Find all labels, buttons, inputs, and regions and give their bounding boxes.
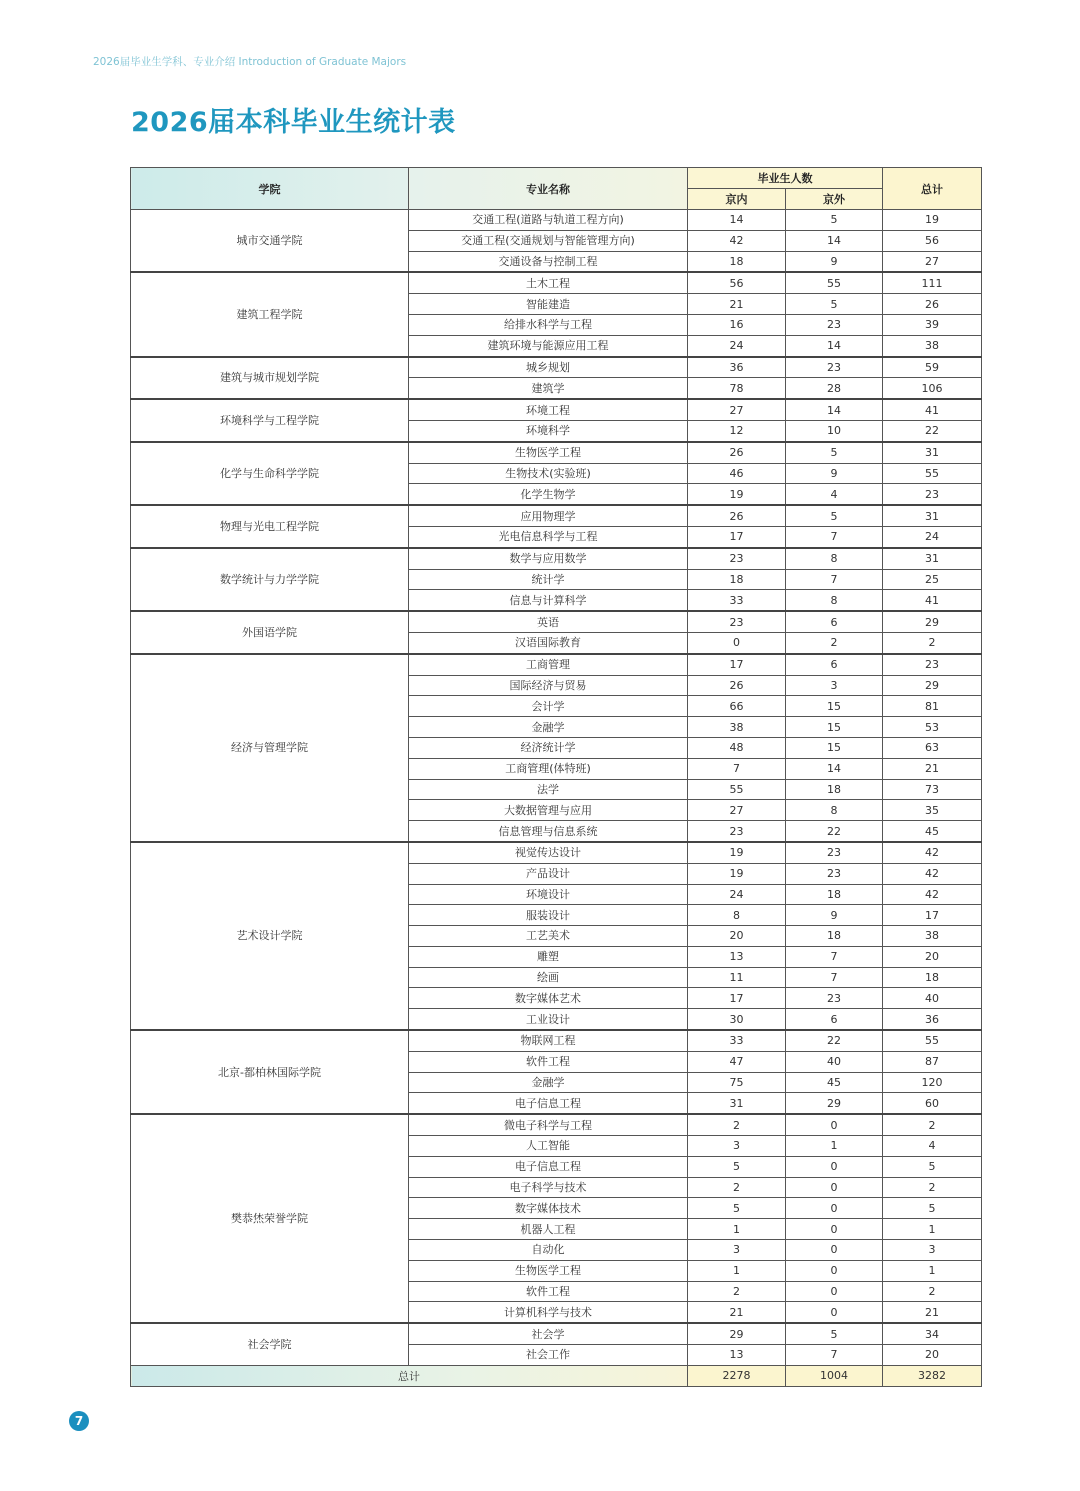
header-graduates: 毕业生人数 [688,168,883,189]
major-cell: 金融学 [409,717,688,738]
outside-count-cell: 14 [786,758,883,779]
total-count-cell: 19 [883,210,982,231]
outside-count-cell: 5 [786,505,883,526]
total-count-cell: 120 [883,1072,982,1093]
outside-count-cell: 18 [786,779,883,800]
header-college: 学院 [131,168,409,210]
total-count-cell: 81 [883,696,982,717]
beijing-count-cell: 66 [688,696,786,717]
total-count-cell: 42 [883,842,982,863]
total-count-cell: 24 [883,526,982,547]
outside-count-cell: 40 [786,1051,883,1072]
beijing-count-cell: 26 [688,442,786,463]
table-row [131,654,982,675]
outside-count-cell: 0 [786,1219,883,1240]
major-cell: 环境设计 [409,884,688,905]
major-cell: 金融学 [409,1072,688,1093]
beijing-count-cell: 11 [688,967,786,988]
outside-count-cell: 1 [786,1136,883,1157]
total-count-cell: 2 [883,1177,982,1198]
outside-count-cell: 0 [786,1281,883,1302]
college-cell: 城市交通学院 [131,210,409,273]
major-cell: 机器人工程 [409,1219,688,1240]
beijing-count-cell: 1 [688,1219,786,1240]
major-cell: 数学与应用数学 [409,548,688,569]
total-count-cell: 40 [883,988,982,1009]
beijing-count-cell: 19 [688,484,786,505]
college-cell: 建筑与城市规划学院 [131,357,409,400]
beijing-count-cell: 14 [688,210,786,231]
outside-count-cell: 7 [786,526,883,547]
beijing-count-cell: 23 [688,821,786,842]
major-cell: 土木工程 [409,272,688,293]
total-count-cell: 5 [883,1156,982,1177]
table-row [131,399,982,420]
total-count-cell: 4 [883,1136,982,1157]
outside-count-cell: 7 [786,967,883,988]
beijing-count-cell: 23 [688,611,786,632]
major-cell: 汉语国际教育 [409,632,688,653]
beijing-count-cell: 33 [688,590,786,611]
beijing-count-cell: 17 [688,988,786,1009]
beijing-count-cell: 29 [688,1323,786,1344]
beijing-count-cell: 17 [688,654,786,675]
total-count-cell: 20 [883,1345,982,1366]
total-count-cell: 63 [883,737,982,758]
total-count-cell: 35 [883,800,982,821]
total-count-cell: 27 [883,251,982,272]
major-cell: 自动化 [409,1240,688,1261]
outside-count-cell: 6 [786,654,883,675]
major-cell: 软件工程 [409,1281,688,1302]
table-row [131,611,982,632]
total-count-cell: 111 [883,272,982,293]
total-all: 3282 [883,1365,982,1386]
college-cell: 物理与光电工程学院 [131,505,409,548]
total-count-cell: 36 [883,1009,982,1030]
outside-count-cell: 5 [786,210,883,231]
total-count-cell: 53 [883,717,982,738]
outside-count-cell: 23 [786,988,883,1009]
table-row [131,548,982,569]
major-cell: 会计学 [409,696,688,717]
outside-count-cell: 9 [786,905,883,926]
outside-count-cell: 8 [786,800,883,821]
outside-count-cell: 29 [786,1093,883,1114]
total-count-cell: 26 [883,294,982,315]
outside-count-cell: 15 [786,717,883,738]
outside-count-cell: 18 [786,884,883,905]
beijing-count-cell: 5 [688,1198,786,1219]
table-row [131,357,982,378]
beijing-count-cell: 20 [688,926,786,947]
major-cell: 交通工程(道路与轨道工程方向) [409,210,688,231]
total-count-cell: 45 [883,821,982,842]
table-row [131,842,982,863]
total-outside: 1004 [786,1365,883,1386]
beijing-count-cell: 8 [688,905,786,926]
college-cell: 建筑工程学院 [131,272,409,356]
table-row [131,210,982,231]
major-cell: 工业设计 [409,1009,688,1030]
outside-count-cell: 10 [786,420,883,441]
running-head: 2026届毕业生学科、专业介绍 Introduction of Graduate Majors [93,56,407,68]
header-major: 专业名称 [409,168,688,210]
beijing-count-cell: 13 [688,1345,786,1366]
total-row-label: 总计 [131,1365,688,1386]
beijing-count-cell: 16 [688,314,786,335]
outside-count-cell: 15 [786,696,883,717]
total-count-cell: 18 [883,967,982,988]
major-cell: 工商管理(体特班) [409,758,688,779]
major-cell: 物联网工程 [409,1030,688,1051]
total-count-cell: 1 [883,1219,982,1240]
major-cell: 给排水科学与工程 [409,314,688,335]
table-row [131,272,982,293]
major-cell: 智能建造 [409,294,688,315]
beijing-count-cell: 24 [688,335,786,356]
outside-count-cell: 7 [786,569,883,590]
major-cell: 国际经济与贸易 [409,675,688,696]
major-cell: 社会学 [409,1323,688,1344]
total-count-cell: 23 [883,484,982,505]
total-count-cell: 41 [883,399,982,420]
header-beijing: 京内 [688,189,786,210]
major-cell: 生物医学工程 [409,442,688,463]
major-cell: 应用物理学 [409,505,688,526]
total-count-cell: 2 [883,1281,982,1302]
beijing-count-cell: 19 [688,842,786,863]
outside-count-cell: 3 [786,675,883,696]
major-cell: 绘画 [409,967,688,988]
outside-count-cell: 0 [786,1177,883,1198]
total-count-cell: 38 [883,926,982,947]
major-cell: 数字媒体技术 [409,1198,688,1219]
outside-count-cell: 0 [786,1114,883,1135]
total-row [131,1365,982,1386]
major-cell: 信息管理与信息系统 [409,821,688,842]
header-total: 总计 [883,168,982,210]
beijing-count-cell: 18 [688,251,786,272]
major-cell: 电子信息工程 [409,1156,688,1177]
total-count-cell: 20 [883,946,982,967]
outside-count-cell: 0 [786,1198,883,1219]
outside-count-cell: 22 [786,821,883,842]
total-count-cell: 59 [883,357,982,378]
major-cell: 雕塑 [409,946,688,967]
college-cell: 环境科学与工程学院 [131,399,409,442]
outside-count-cell: 22 [786,1030,883,1051]
beijing-count-cell: 75 [688,1072,786,1093]
beijing-count-cell: 13 [688,946,786,967]
outside-count-cell: 5 [786,1323,883,1344]
major-cell: 光电信息科学与工程 [409,526,688,547]
total-count-cell: 22 [883,420,982,441]
beijing-count-cell: 27 [688,399,786,420]
outside-count-cell: 55 [786,272,883,293]
beijing-count-cell: 42 [688,230,786,251]
outside-count-cell: 6 [786,1009,883,1030]
total-count-cell: 56 [883,230,982,251]
beijing-count-cell: 23 [688,548,786,569]
major-cell: 社会工作 [409,1345,688,1366]
beijing-count-cell: 27 [688,800,786,821]
total-count-cell: 31 [883,505,982,526]
college-cell: 樊恭烋荣誉学院 [131,1114,409,1323]
outside-count-cell: 15 [786,737,883,758]
major-cell: 环境工程 [409,399,688,420]
total-count-cell: 38 [883,335,982,356]
major-cell: 数字媒体艺术 [409,988,688,1009]
table-row [131,1323,982,1344]
table-body [131,210,982,1366]
outside-count-cell: 23 [786,314,883,335]
total-count-cell: 39 [883,314,982,335]
major-cell: 计算机科学与技术 [409,1302,688,1323]
header-outside: 京外 [786,189,883,210]
major-cell: 城乡规划 [409,357,688,378]
major-cell: 环境科学 [409,420,688,441]
major-cell: 生物医学工程 [409,1260,688,1281]
major-cell: 服装设计 [409,905,688,926]
major-cell: 生物技术(实验班) [409,463,688,484]
table-row [131,1030,982,1051]
beijing-count-cell: 30 [688,1009,786,1030]
beijing-count-cell: 38 [688,717,786,738]
total-count-cell: 3 [883,1240,982,1261]
page-number-badge: 7 [69,1411,89,1431]
major-cell: 产品设计 [409,863,688,884]
outside-count-cell: 45 [786,1072,883,1093]
beijing-count-cell: 21 [688,1302,786,1323]
total-beijing: 2278 [688,1365,786,1386]
graduate-statistics-table-wrap [130,167,981,1387]
outside-count-cell: 0 [786,1156,883,1177]
total-count-cell: 21 [883,1302,982,1323]
beijing-count-cell: 1 [688,1260,786,1281]
beijing-count-cell: 24 [688,884,786,905]
major-cell: 英语 [409,611,688,632]
outside-count-cell: 23 [786,357,883,378]
college-cell: 经济与管理学院 [131,654,409,842]
college-cell: 艺术设计学院 [131,842,409,1030]
beijing-count-cell: 21 [688,294,786,315]
outside-count-cell: 9 [786,251,883,272]
total-count-cell: 23 [883,654,982,675]
major-cell: 软件工程 [409,1051,688,1072]
total-count-cell: 17 [883,905,982,926]
total-count-cell: 31 [883,548,982,569]
outside-count-cell: 7 [786,1345,883,1366]
table-row [131,505,982,526]
beijing-count-cell: 2 [688,1114,786,1135]
beijing-count-cell: 18 [688,569,786,590]
beijing-count-cell: 46 [688,463,786,484]
total-count-cell: 41 [883,590,982,611]
beijing-count-cell: 56 [688,272,786,293]
college-cell: 外国语学院 [131,611,409,654]
beijing-count-cell: 33 [688,1030,786,1051]
major-cell: 人工智能 [409,1136,688,1157]
major-cell: 微电子科学与工程 [409,1114,688,1135]
outside-count-cell: 28 [786,378,883,399]
beijing-count-cell: 36 [688,357,786,378]
major-cell: 交通设备与控制工程 [409,251,688,272]
beijing-count-cell: 2 [688,1281,786,1302]
beijing-count-cell: 12 [688,420,786,441]
major-cell: 统计学 [409,569,688,590]
outside-count-cell: 23 [786,863,883,884]
outside-count-cell: 6 [786,611,883,632]
outside-count-cell: 2 [786,632,883,653]
total-count-cell: 42 [883,863,982,884]
outside-count-cell: 23 [786,842,883,863]
total-count-cell: 55 [883,463,982,484]
major-cell: 信息与计算科学 [409,590,688,611]
major-cell: 工商管理 [409,654,688,675]
beijing-count-cell: 7 [688,758,786,779]
outside-count-cell: 5 [786,294,883,315]
total-count-cell: 87 [883,1051,982,1072]
total-count-cell: 21 [883,758,982,779]
total-count-cell: 31 [883,442,982,463]
total-count-cell: 29 [883,611,982,632]
beijing-count-cell: 48 [688,737,786,758]
beijing-count-cell: 26 [688,505,786,526]
major-cell: 法学 [409,779,688,800]
major-cell: 经济统计学 [409,737,688,758]
outside-count-cell: 0 [786,1240,883,1261]
major-cell: 大数据管理与应用 [409,800,688,821]
college-cell: 北京-都柏林国际学院 [131,1030,409,1114]
total-count-cell: 2 [883,632,982,653]
outside-count-cell: 4 [786,484,883,505]
outside-count-cell: 18 [786,926,883,947]
college-cell: 化学与生命科学学院 [131,442,409,505]
beijing-count-cell: 31 [688,1093,786,1114]
total-count-cell: 106 [883,378,982,399]
outside-count-cell: 0 [786,1302,883,1323]
outside-count-cell: 14 [786,335,883,356]
outside-count-cell: 5 [786,442,883,463]
outside-count-cell: 8 [786,548,883,569]
total-count-cell: 25 [883,569,982,590]
beijing-count-cell: 2 [688,1177,786,1198]
total-count-cell: 60 [883,1093,982,1114]
outside-count-cell: 8 [786,590,883,611]
major-cell: 电子信息工程 [409,1093,688,1114]
total-count-cell: 1 [883,1260,982,1281]
outside-count-cell: 14 [786,399,883,420]
table-row [131,442,982,463]
outside-count-cell: 0 [786,1260,883,1281]
beijing-count-cell: 47 [688,1051,786,1072]
total-count-cell: 42 [883,884,982,905]
beijing-count-cell: 17 [688,526,786,547]
college-cell: 社会学院 [131,1323,409,1365]
page-title: 2026届本科毕业生统计表 [131,107,456,138]
beijing-count-cell: 3 [688,1240,786,1261]
major-cell: 工艺美术 [409,926,688,947]
total-count-cell: 34 [883,1323,982,1344]
beijing-count-cell: 0 [688,632,786,653]
outside-count-cell: 9 [786,463,883,484]
major-cell: 建筑环境与能源应用工程 [409,335,688,356]
college-cell: 数学统计与力学学院 [131,548,409,611]
table-row [131,1114,982,1135]
beijing-count-cell: 55 [688,779,786,800]
major-cell: 交通工程(交通规划与智能管理方向) [409,230,688,251]
major-cell: 视觉传达设计 [409,842,688,863]
outside-count-cell: 7 [786,946,883,967]
total-count-cell: 55 [883,1030,982,1051]
beijing-count-cell: 26 [688,675,786,696]
beijing-count-cell: 78 [688,378,786,399]
major-cell: 化学生物学 [409,484,688,505]
total-count-cell: 73 [883,779,982,800]
major-cell: 建筑学 [409,378,688,399]
beijing-count-cell: 3 [688,1136,786,1157]
total-count-cell: 2 [883,1114,982,1135]
total-count-cell: 5 [883,1198,982,1219]
major-cell: 电子科学与技术 [409,1177,688,1198]
total-count-cell: 29 [883,675,982,696]
graduate-statistics-table [130,167,982,1387]
outside-count-cell: 14 [786,230,883,251]
beijing-count-cell: 5 [688,1156,786,1177]
beijing-count-cell: 19 [688,863,786,884]
